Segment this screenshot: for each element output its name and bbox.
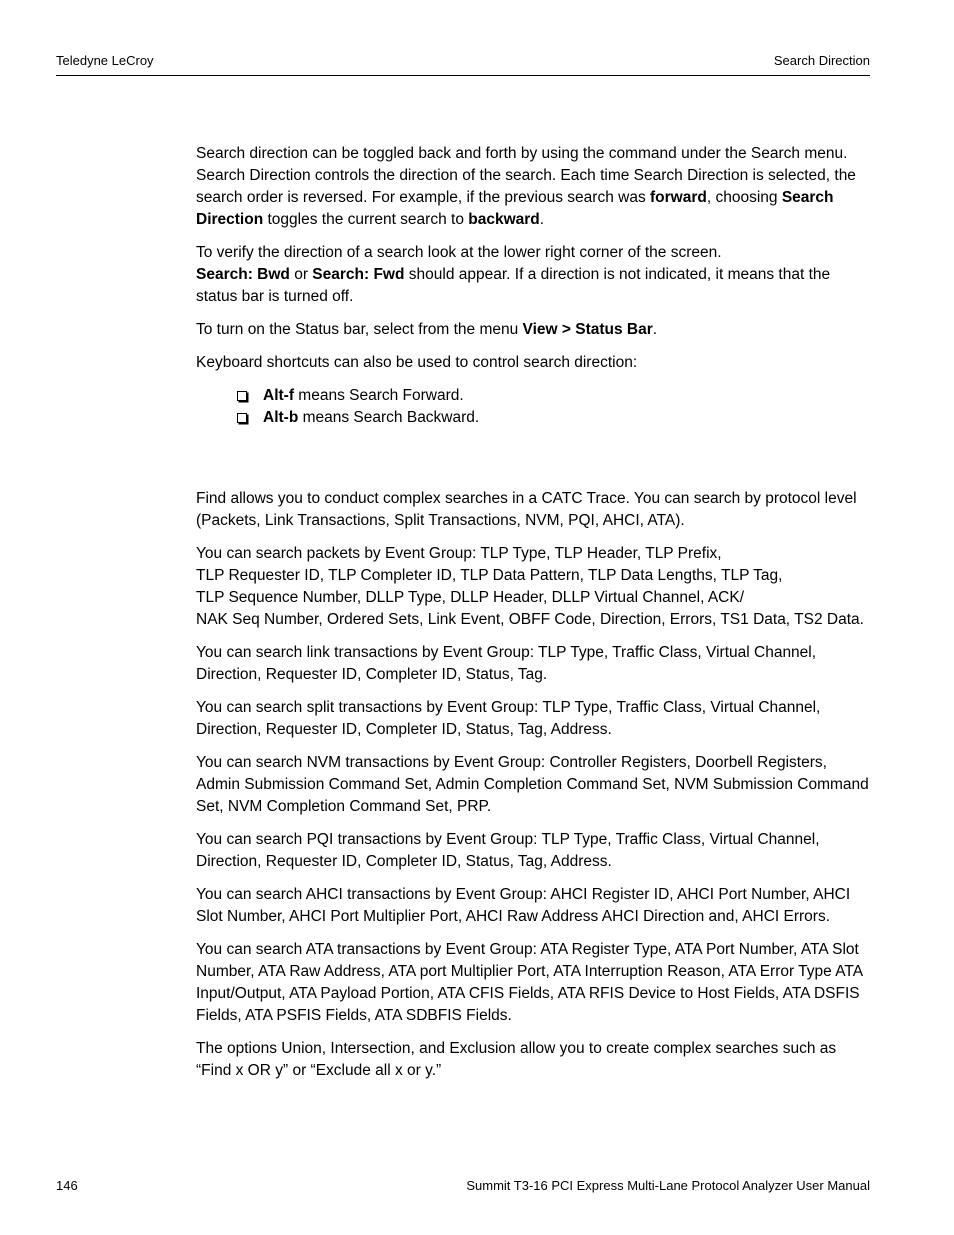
find-paragraph-pqi: You can search PQI transactions by Event Group: TLP Type, Traffic Class, Virtual Channel, Direction, Requester ID, Completer ID, Status, Tag, Address. <box>196 831 820 870</box>
find-paragraph-nvm: You can search NVM transactions by Event Group: Controller Registers, Doorbell Registers, Admin Submission Command Set, Admin Completion Command Set, NVM Submission Command Set, NVM Completion Command Set, PRP. <box>196 754 869 815</box>
search-direction-section <box>196 143 870 429</box>
manual-title: Summit T3-16 PCI Express Multi-Lane Protocol Analyzer User Manual <box>466 1178 870 1193</box>
search-direction-paragraph-3: To turn on the Status bar, select from the menu View > Status Bar. <box>196 321 658 338</box>
shortcut-list <box>196 385 870 429</box>
find-paragraph-intro: Find allows you to conduct complex searches in a CATC Trace. You can search by protocol level (Packets, Link Transactions, Split Transactions, NVM, PQI, AHCI, ATA). <box>196 490 857 529</box>
find-section <box>196 488 870 1093</box>
page-header <box>56 53 870 76</box>
list-item: Alt-b means Search Backward. <box>237 407 870 429</box>
find-paragraph-ata: You can search ATA transactions by Event Group: ATA Register Type, ATA Port Number, ATA Slot Number, ATA Raw Address, ATA port Multiplier Port, ATA Interruption Reason, ATA Error Type ATA Input/Output, ATA Payload Portion, ATA CFIS Fields, ATA RFIS Device to Host Fields, ATA DSFIS Fields, ATA PSFIS Fields, ATA SDBFIS Fields. <box>196 941 863 1024</box>
find-paragraph-split: You can search split transactions by Event Group: TLP Type, Traffic Class, Virtual Channel, Direction, Requester ID, Completer ID, Status, Tag, Address. <box>196 699 821 738</box>
header-section-title: Search Direction <box>773 53 870 68</box>
list-item: Alt-f means Search Forward. <box>237 385 870 407</box>
search-direction-paragraph-1: Search direction can be toggled back and forth by using the command under the Search menu. Search Direction controls the direction of the search. Each time Search Direction is selected, the search order is reversed. For example, if the previous search was forward, choosing Search Direction toggles the current search to backward. <box>196 145 856 228</box>
page-number: 146 <box>56 1178 78 1193</box>
find-paragraph-link: You can search link transactions by Event Group: TLP Type, Traffic Class, Virtual Channel, Direction, Requester ID, Completer ID, Status, Tag. <box>196 644 817 683</box>
find-paragraph-ahci: You can search AHCI transactions by Event Group: AHCI Register ID, AHCI Port Number, AHCI Slot Number, AHCI Port Multiplier Port, AHCI Raw Address AHCI Direction and, AHCI Errors. <box>196 886 851 925</box>
checkbox-bullet-icon <box>237 413 247 423</box>
header-company: Teledyne LeCroy <box>56 53 154 68</box>
search-direction-paragraph-4: Keyboard shortcuts can also be used to control search direction: <box>196 354 638 371</box>
checkbox-bullet-icon <box>237 391 247 401</box>
find-paragraph-options: The options Union, Intersection, and Exclusion allow you to create complex searches such as “Find x OR y” or “Exclude all x or y.” <box>196 1040 837 1079</box>
search-direction-paragraph-2: To verify the direction of a search look at the lower right corner of the screen. Search: Bwd or Search: Fwd should appear. If a direction is not indicated, it means that the status bar is turned off. <box>196 244 831 305</box>
find-paragraph-packets: You can search packets by Event Group: TLP Type, TLP Header, TLP Prefix, TLP Requester ID, TLP Completer ID, TLP Data Pattern, TLP Data Lengths, TLP Tag, TLP Sequence Number, DLLP Type, DLLP Header, DLLP Virtual Channel, ACK/ NAK Seq Number, Ordered Sets, Link Event, OBFF Code, Direction, Errors, TS1 Data, TS2 Data. <box>196 545 864 628</box>
